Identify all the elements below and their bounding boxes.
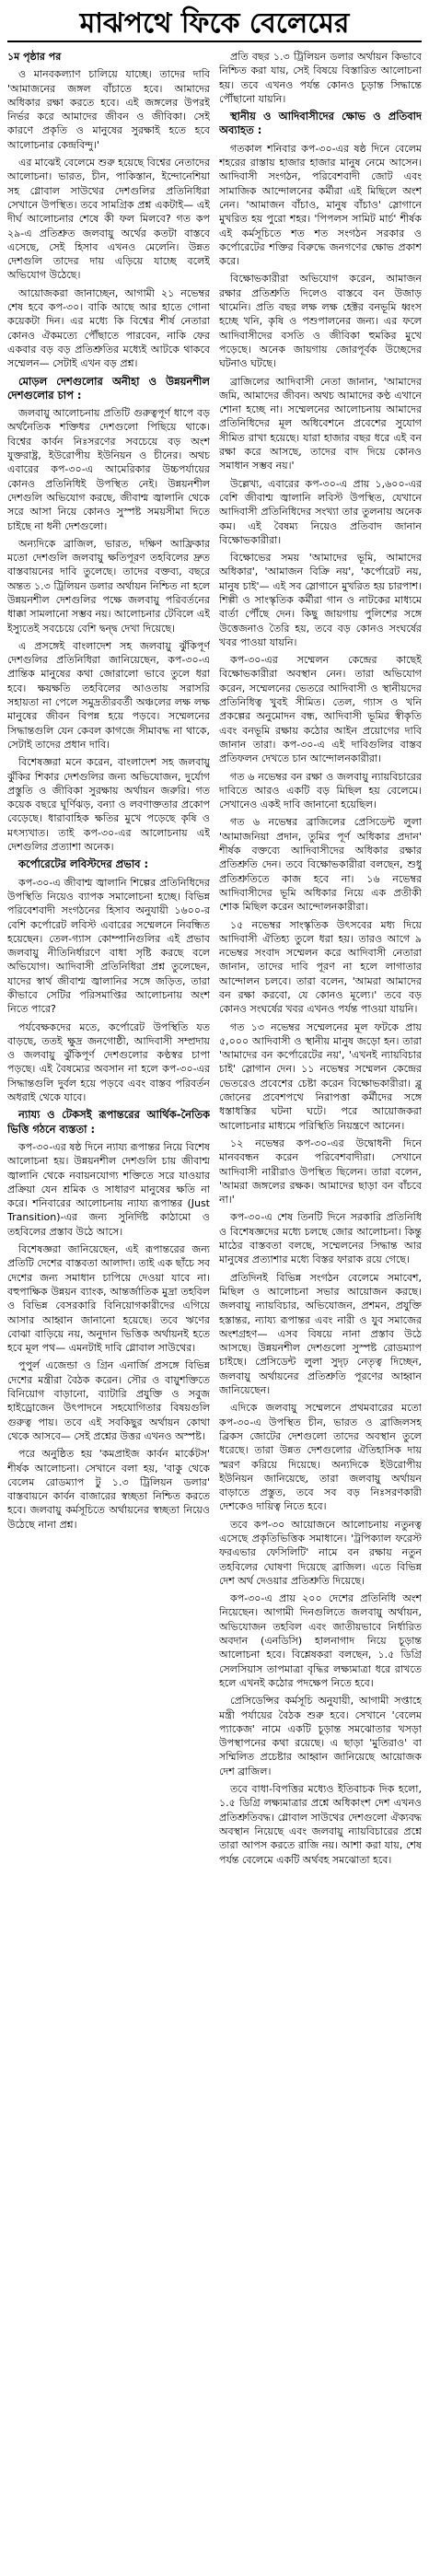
body-paragraph: তবে বাধা-বিপত্তির মধ্যেও ইতিবাচক দিক হলো, ১.৫ ডিগ্রি লক্ষ্যমাত্রার প্রশ্নে অধিকাংশ দেশ এখনও প্রতিশ্রুতিবদ্ধ। গ্লোবাল সাউথের দেশগুলো ঐক্যবদ্ধ অবস্থান নিয়েছে এবং জলবায়ু ন্যায়বিচারের প্রশ্নে তারা আপস করতে রাজি নয়। আশা করা যায়, শেষ পর্যন্ত বেলেমে একটি অর্থবহ সমঝোতা হবে।	[219, 1783, 422, 1866]
body-paragraph: উল্লেখ্য, এবারের কপ-৩০-এ প্রায় ১,৬০০-এর বেশি জীবাশ্ম জ্বালানি লবিস্ট উপস্থিত, যেখানে আদিবাসী প্রতিনিধিদের সংখ্যা তার তুলনায় অনেক কম। এই বৈষম্য নিয়েও প্রতিবাদ জানান বিক্ষোভকারীরা।	[219, 477, 422, 546]
body-paragraph: পর্যবেক্ষকদের মতে, কর্পোরেট উপস্থিতি যত বাড়ছে, ততই ক্ষুদ্র জনগোষ্ঠী, আদিবাসী সম্প্রদায় ও জলবায়ু ঝুঁকিপূর্ণ দেশগুলোর কণ্ঠস্বর চাপা পড়ছে। এই বৈষম্যের অবসান না হলে কপ-৩০-এর সিদ্ধান্তগুলি দুর্বল হয়ে পড়বে এবং বাস্তব পরিবর্তন অধরাই থেকে যাবে।	[7, 1020, 210, 1104]
body-paragraph: আয়োজকরা জানাচ্ছেন, আগামী ২১ নভেম্বর শেষ হবে কপ-৩০। বাকি আছে আর হাতে গোনা কয়েকটা দিন। এর মধ্যে কি বিশ্বের শীর্ষ নেতারা কোনও ঐকমত্যে পৌঁছাতে পারবেন, নাকি ফের একবার বড় বড় প্রতিশ্রুতির মধ্যেই আটকে থাকবে সম্মেলন— সেটাই এখন বড় প্রশ্ন।	[7, 286, 210, 370]
body-paragraph: কপ-৩০-এর সম্মেলন কেন্দ্রের কাছেই বিক্ষোভকারীরা অবস্থান নেন। তারা অভিযোগ করেন, সম্মেলনের ভেতরে আদিবাসী ও স্থানীয়দের প্রতিনিধিত্ব খুবই সীমিত। তেল, গ্যাস ও খনি প্রকল্পের অনুমোদন বন্ধ, আদিবাসী ভূমির স্বীকৃতি এবং বনভূমি রক্ষায় কঠোর আইন প্রয়োগের দাবি জানান তারা। কপ-৩০-এ এই দাবিগুলির বাস্তব প্রতিফলন দেখতে চান আন্দোলনকারীরা।	[219, 654, 422, 765]
body-paragraph: কপ-৩০-এ প্রায় ২০০ দেশের প্রতিনিধি অংশ নিয়েছেন। আগামী দিনগুলিতে জলবায়ু অর্থায়ন, অভিযোজন তহবিল এবং জাতীয়ভাবে নির্ধারিত অবদান (এনডিসি) হালনাগাদ নিয়ে চূড়ান্ত আলোচনা হবে। বিশ্লেষকরা বলছেন, ১.৫ ডিগ্রি সেলসিয়াস তাপমাত্রা বৃদ্ধির লক্ষ্যমাত্রা ধরে রাখতে হলে এখনই কঠোর পদক্ষেপ নিতে হবে।	[219, 1592, 422, 1689]
body-paragraph: গত ১৩ নভেম্বর সম্মেলনের মূল ফটকে প্রায় ৫,০০০ আদিবাসী ও স্থানীয় মানুষ জড়ো হন। তারা 'আমাদের বন কর্পোরেটের নয়', 'এখনই ন্যায়বিচার চাই' স্লোগান দেন। ১১ নভেম্বর সম্মেলন কেন্দ্রের ভেতরেও প্রবেশের চেষ্টা করেন বিক্ষোভকারীরা। ব্লু জোনের প্রবেশপথে নিরাপত্তা কর্মীদের সঙ্গে ধস্তাধস্তির ঘটনা ঘটে। পরে আয়োজকরা আলোচনার মাধ্যমে পরিস্থিতি নিয়ন্ত্রণে আনেন।	[219, 1020, 422, 1132]
section-subheading: ন্যায্য ও টেকসই রূপান্তরের আর্থিক-নৈতিক ভিত্তি গঠনে ব্যস্ততা :	[7, 1108, 210, 1136]
lead-paragraph: ও মানবকল্যাণ চালিয়ে যাচ্ছে। তাদের দাবি 'আমাজনের জঙ্গল বাঁচাতে হবে। আমাদের অধিকার রক্ষা করতে হবে। এই জঙ্গলের উপরই নির্ভর করে আমাদের জীবন ও জীবিকা। সেই কারণে প্রকৃতি ও মানুষের সুরক্ষাই হতে হবে আলোচনার কেন্দ্রবিন্দু।'	[7, 68, 210, 151]
body-paragraph: জলবায়ু আলোচনায় প্রতিটি গুরুত্বপূর্ণ ধাপে বড় অর্থনৈতিক শক্তিধর দেশগুলো পিছিয়ে থাকে। বিশ্বের কার্বন নিঃসরণের সবচেয়ে বড় অংশ যুক্তরাষ্ট্র, ইউরোপীয় ইউনিয়ন ও চীনের। অথচ এবারের কপ-৩০-এ আমেরিকার উচ্চপর্যায়ের কোনও প্রতিনিধিই উপস্থিত নেই। উন্নয়নশীল দেশগুলি অভিযোগ করছে, জীবাশ্ম জ্বালানি থেকে সরে আসা নিয়ে কোনও সুস্পষ্ট সময়সীমা দিতে চাইছে না ধনী দেশগুলো।	[7, 407, 210, 532]
body-paragraph: কপ-৩০-এ জীবাশ্ম জ্বালানি শিল্পের প্রতিনিধিদের উপস্থিতি নিয়েও ব্যাপক সমালোচনা হচ্ছে। বিভিন্ন পরিবেশবাদী সংগঠনের হিসাব অনুযায়ী ১৬০০-র বেশি কর্পোরেট লবিস্ট এবারের সম্মেলনে নিবন্ধিত হয়েছেন। তেল-গ্যাস কোম্পানিগুলির এই প্রভাব জলবায়ু নীতিনির্ধারণে বাধা সৃষ্টি করছে বলে অভিযোগ। আদিবাসী প্রতিনিধিরা প্রশ্ন তুলেছেন, যাদের স্বার্থ জীবাশ্ম জ্বালানির সঙ্গে জড়িত, তারা কীভাবে সেটির পরিসমাপ্তির আলোচনায় অংশ নিতে পারে?	[7, 876, 210, 1016]
lead-paragraph: প্রতি বছর ১.৩ ট্রিলিয়ন ডলার অর্থায়ন কিভাবে নিশ্চিত করা যায়, সেই বিষয়ে বিস্তারিত আলোচনা হয়। তবে এখনও পর্যন্ত কোনও চূড়ান্ত সিদ্ধান্তে পৌঁছানো যায়নি।	[219, 51, 422, 105]
continued-from-label: ১ম পৃষ্ঠার পর	[7, 51, 62, 63]
body-paragraph: ১২ নভেম্বর কপ-৩০-এর উদ্বোধনী দিনে মানববন্ধন করেন পরিবেশবাদীরা। সেখানে আদিবাসী নারীরাও উপস্থিত ছিলেন। তারা বলেন, 'আমরা জঙ্গলের রক্ষক। আমাদের ছাড়া বন বাঁচবে না।'	[219, 1136, 422, 1206]
body-paragraph: প্রেসিডেন্সির কর্মসূচি অনুযায়ী, আগামী সপ্তাহে মন্ত্রী পর্যায়ের বৈঠক শুরু হবে। সেখানে 'বেলেম প্যাকেজ' নামে একটি চূড়ান্ত সমঝোতার খসড়া উপস্থাপনের কথা রয়েছে। এ ছাড়া 'মুতিরাও' বা সম্মিলিত প্রচেষ্টার আহ্বান জানিয়েছে আয়োজক দেশ ব্রাজিল।	[219, 1695, 422, 1778]
body-paragraph: কপ-৩০-এ শেষ তিনটি দিনে সরকারি প্রতিনিধি ও বিশেষজ্ঞদের মধ্যে চলছে জোর আলোচনা। কিন্তু মাঠের বাস্তবতা বলছে, সম্মেলনের সিদ্ধান্ত আর মানুষের প্রত্যাশার মধ্যে বিস্তর ফারাক রয়ে গেছে।	[219, 1211, 422, 1266]
body-paragraph: অন্যদিকে ব্রাজিল, ভারত, দক্ষিণ আফ্রিকার মতো দেশগুলি জলবায়ু ক্ষতিপূরণ তহবিলের দ্রুত বাস্তবায়নের দাবি তুলেছে। তাদের বক্তব্য, বছরে অন্তত ১.৩ ট্রিলিয়ন ডলার অর্থায়ন নিশ্চিত না হলে উন্নয়নশীল দেশগুলির পক্ষে জলবায়ু পরিবর্তনের ধাক্কা সামলানো সম্ভব নয়। আলোচনার টেবিলে এই ইস্যুতেই সবচেয়ে বেশি দ্বন্দ্ব দেখা দিয়েছে।	[7, 537, 210, 635]
section-subheading: স্থানীয় ও আদিবাসীদের ক্ষোভ ও প্রতিবাদ অব্যাহত :	[219, 110, 422, 137]
body-paragraph: বিক্ষোভের সময় 'আমাদের ভূমি, আমাদের অধিকার', 'আমাজন বিক্রি নয়', 'কর্পোরেট নয়, মানুষ চাই'— এই সব স্লোগানে মুখরিত হয় চারপাশ। শিল্পী ও সাংস্কৃতিক কর্মীরা গান ও নাটকের মাধ্যমে বার্তা পৌঁছে দেন। কিছু জায়গায় পুলিশের সঙ্গে উত্তেজনাও তৈরি হয়, তবে বড় কোনও সংঘর্ষের খবর পাওয়া যায়নি।	[219, 552, 422, 648]
body-paragraph: বিশেষজ্ঞরা মনে করেন, বাংলাদেশ সহ জলবায়ু ঝুঁকির শিকার দেশগুলির জন্য অভিযোজন, দুর্যোগ প্রস্তুতি ও জীবিকা সুরক্ষায় অর্থায়ন জরুরি। গত কয়েক বছরে ঘূর্ণিঝড়, বন্যা ও লবণাক্ততার প্রকোপ বেড়েছে। ধারাবাহিক ক্ষতির মুখে পড়েছে কৃষি ও মৎস্যখাত। তাই কপ-৩০-এর আলোচনায় এই দেশগুলির প্রত্যাশা অনেক।	[7, 756, 210, 854]
article-column-right	[219, 50, 422, 2570]
body-paragraph: পুপুর্ল এজেন্ডা ও গ্রিন এনার্জি প্রসঙ্গে বিভিন্ন দেশের মন্ত্রীরা বৈঠক করেন। সৌর ও বায়ুশক্তিতে বিনিয়োগ বাড়ানো, ব্যাটারি প্রযুক্তি ও সবুজ হাইড্রোজেন উৎপাদনে সহযোগিতার বিষয়গুলি গুরুত্ব পায়। তবে এই সবকিছুর অর্থায়ন কোথা থেকে আসবে— সেই প্রশ্নের উত্তর এখনও অস্পষ্ট।	[7, 1359, 210, 1442]
body-paragraph: এদিকে জলবায়ু সম্মেলনে প্রথমবারের মতো কপ-৩০-এ উপস্থিত চীন, ভারত ও ব্রাজিলসহ ব্রিকস জোটের দেশগুলো তাদের অবস্থান তুলে ধরেছে। তারা উন্নত দেশগুলোর ঐতিহাসিক দায় স্মরণ করিয়ে দিয়েছে। অন্যদিকে ইউরোপীয় ইউনিয়ন জানিয়েছে, তারা জলবায়ু অর্থায়ন বাড়াতে প্রস্তুত, তবে সব বড় নিঃসরণকারী দেশকেও দায়িত্ব নিতে হবে।	[219, 1402, 422, 1513]
body-paragraph: বিশেষজ্ঞরা জানিয়েছেন, এই রূপান্তরের জন্য প্রতিটি দেশের বাস্তবতা আলাদা। তাই এক ছাঁচে সব দেশের জন্য সমাধান চাপিয়ে দেওয়া যাবে না। বহুপাক্ষিক উন্নয়ন ব্যাংক, আন্তর্জাতিক মুদ্রা তহবিল ও বিভিন্ন বেসরকারি বিনিয়োগকারীদের এগিয়ে আসার আহ্বান জানানো হয়েছে। তবে ঋণের বোঝা বাড়িয়ে নয়, অনুদান ভিত্তিক অর্থায়নই হতে হবে মূল পথ— এমনটাই দাবি গ্লোবাল সাউথের।	[7, 1243, 210, 1355]
article-column-left	[7, 50, 210, 2570]
body-paragraph: গত ৬ নভেম্বর বন রক্ষা ও জলবায়ু ন্যায়বিচারের দাবিতে আরও একটি বড় মিছিল হয় বেলেমে। সেখানেও একই দাবি জানানো হয়েছিল।	[219, 770, 422, 811]
section-subheading: মোড়ল দেশগুলোর অনীহা ও উন্নয়নশীল দেশগুলোর চাপ :	[7, 374, 210, 402]
body-paragraph: গত ৬ নভেম্বর ব্রাজিলের প্রেসিডেন্ট লুলা 'আমাজনিয়া প্রদান, তুমির পূর্ণ অধিকার প্রদান' শীর্ষক বক্তব্যে আদিবাসীদের অধিকার রক্ষার প্রতিশ্রুতি দেন। তবে বিক্ষোভকারীরা বলছেন, শুধু প্রতিশ্রুতিতে কাজ হবে না। ১৬ নভেম্বর আদিবাসীদের ভূমি অধিকার নিয়ে এক প্রতীকী শোক মিছিল করেন আন্দোলনকারীরা।	[219, 816, 422, 914]
article-headline: মাঝপথে ফিকে বেলেমের	[7, 0, 422, 42]
body-paragraph: ব্রাজিলের আদিবাসী নেতা জানান, 'আমাদের জমি, আমাদের জীবন। অথচ আমাদের কণ্ঠ এখানে শোনা হচ্ছে না। সম্মেলনের আলোচনায় আমাদের প্রতিনিধিদের মূল অধিবেশনে প্রবেশের সুযোগ সীমিত রাখা হয়েছে। যারা হাজার বছর ধরে এই বন রক্ষা করে আসছে, তাদের বাদ দিয়ে কোনও সমাধান সম্ভব নয়।'	[219, 375, 422, 472]
body-paragraph: কপ-৩০-এর ষষ্ঠ দিনে ন্যায্য রূপান্তর নিয়ে বিশেষ আলোচনা হয়। উন্নয়নশীল দেশগুলি চায় জীবাশ্ম জ্বালানি থেকে নবায়নযোগ্য শক্তিতে সরে যাওয়ার প্রক্রিয়া যেন শ্রমিক ও সাধারণ মানুষের ক্ষতি না করে। শনিবারের আলোচনায় ন্যায্য রূপান্তর (Just Transition)-এর জন্য সুনির্দিষ্ট কাঠামো ও তহবিলের প্রস্তাব উঠে আসে।	[7, 1140, 210, 1238]
body-paragraph: পরে অনুষ্ঠিত হয় 'কমপ্রাইজ কার্বন মার্কেটস' শীর্ষক আলোচনা। সেখানে বলা হয়, 'বাকু থেকে বেলেম রোডম্যাপ টু ১.৩ ট্রিলিয়ন ডলার' বাস্তবায়নে কার্বন বাজারের স্বচ্ছতা নিশ্চিত করতে হবে। জলবায়ু কর্মসূচিতে অর্থায়নের স্বচ্ছতা নিয়েও উঠেছে নানা প্রশ্ন।	[7, 1448, 210, 1531]
body-paragraph: গতকাল শনিবার কপ-৩০-এর ষষ্ঠ দিনে বেলেম শহরের রাস্তায় হাজার হাজার মানুষ নেমে আসেন। আদিবাসী সংগঠন, পরিবেশবাদী জোট এবং সামাজিক আন্দোলনের কর্মীরা এই মিছিলে অংশ নেন। 'আমাজন বাঁচাও, মানুষ বাঁচাও' স্লোগানে মুখরিত হয় পুরো শহর। 'পিপলস সামিট মার্চ' শীর্ষক এই কর্মসূচিতে শত শত সংগঠন সরকার ও কর্পোরেটের শক্তির বিরুদ্ধে জনগণের ক্ষোভ প্রকাশ করে।	[219, 142, 422, 268]
body-paragraph: ১৫ নভেম্বর সাংস্কৃতিক উৎসবের মধ্য দিয়ে আদিবাসী ঐতিহ্য তুলে ধরা হয়। তারও আগে ৯ নভেম্বর সংবাদ সম্মেলন করে আদিবাসী নেতারা জানান, তাদের দাবি পূরণ না হলে লাগাতার আন্দোলন চলবে। তারা বলেন, 'আমরা আমাদের বন রক্ষা করবো, যে কোনও মূল্যে।' তবে বড় কোনও সংঘর্ষের খবর এখনও পর্যন্ত পাওয়া যায়নি।	[219, 918, 422, 1016]
body-paragraph: এ প্রসঙ্গেই বাংলাদেশ সহ জলবায়ু ঝুঁকিপূর্ণ দেশগুলির প্রতিনিধিরা জানিয়েছেন, কপ-৩০-এ প্রান্তিক মানুষের কথা জোরালো ভাবে তুলে ধরা হবে। ক্ষয়ক্ষতি তহবিলের আওতায় সরাসরি সহায়তা না পেলে সমুদ্রতীরবর্তী অঞ্চলের লক্ষ লক্ষ মানুষের জীবন বিপন্ন হয়ে পড়বে। সম্মেলনের সিদ্ধান্তগুলি যেন কেবল কাগজে সীমাবদ্ধ না থাকে, সেটাই তাদের প্রধান দাবি।	[7, 639, 210, 751]
section-subheading: কর্পোরেটের লবিস্টদের প্রভাব :	[18, 857, 149, 871]
body-paragraph: বিক্ষোভকারীরা অভিযোগ করেন, আমাজন রক্ষার প্রতিশ্রুতি দিলেও বাস্তবে বন উজাড় থামেনি। প্রতি বছর লক্ষ লক্ষ হেক্টর বনভূমি ধ্বংস হচ্ছে খনি, কৃষি ও পশুপালনের জন্য। এর ফলে আদিবাসীদের বসতি ও জীবিকা হুমকির মুখে পড়েছে। অনেক জায়গায় জোরপূর্বক উচ্ছেদের ঘটনাও ঘটছে।	[219, 273, 422, 370]
body-paragraph: তবে কপ-৩০ আয়োজনে আলোচনায় নতুনত্ব এসেছে প্রকৃতিভিত্তিক সমাধানে। 'ট্রপিক্যাল ফরেস্ট ফরএভার ফেসিলিটি' নামে বন রক্ষায় নতুন তহবিলের ঘোষণা দিয়েছে ব্রাজিল। এতে বিভিন্ন দেশ অর্থ দেওয়ার প্রতিশ্রুতি দিয়েছে।	[219, 1518, 422, 1587]
body-paragraph: প্রতিদিনই বিভিন্ন সংগঠন বেলেমে সমাবেশ, মিছিল ও আলোচনা সভার আয়োজন করছে। জলবায়ু ন্যায়বিচার, অভিযোজন, প্রশমন, প্রযুক্তি হস্তান্তর, ন্যায্য রূপান্তর এবং নারী ও যুব সমাজের অংশগ্রহণ— এসব বিষয়ে নানা প্রস্তাব উঠে আসছে। উন্নয়নশীল দেশগুলো সুস্পষ্ট রোডম্যাপ চাইছে। প্রেসিডেন্ট লুলা সুদৃঢ় নেতৃত্ব দিচ্ছেন, জলবায়ু অর্থায়নের প্রতিশ্রুতি পূরণের আহ্বান জানিয়েছেন।	[219, 1271, 422, 1397]
article-columns	[7, 50, 422, 2570]
body-paragraph: এর মাঝেই বেলেমে শুরু হয়েছে বিশ্বের নেতাদের আলোচনা। ভারত, চীন, পাকিস্তান, ইন্দোনেশিয়া সহ গ্লোবাল সাউথের দেশগুলির প্রতিনিধিরা সেখানে উপস্থিত। তবে সামগ্রিক প্রশ্ন একটাই— এই দীর্ঘ আলোচনার শেষে কী ফল মিলবে? গত কপ ২৯-এ প্রতিশ্রুত জলবায়ু অর্থের কতটা বাস্তবে এসেছে, সেই হিসাব এখনও মেলেনি। উন্নত দেশগুলি তাদের দায় এড়িয়ে যাচ্ছে বলেই অভিযোগ উঠেছে।	[7, 157, 210, 282]
